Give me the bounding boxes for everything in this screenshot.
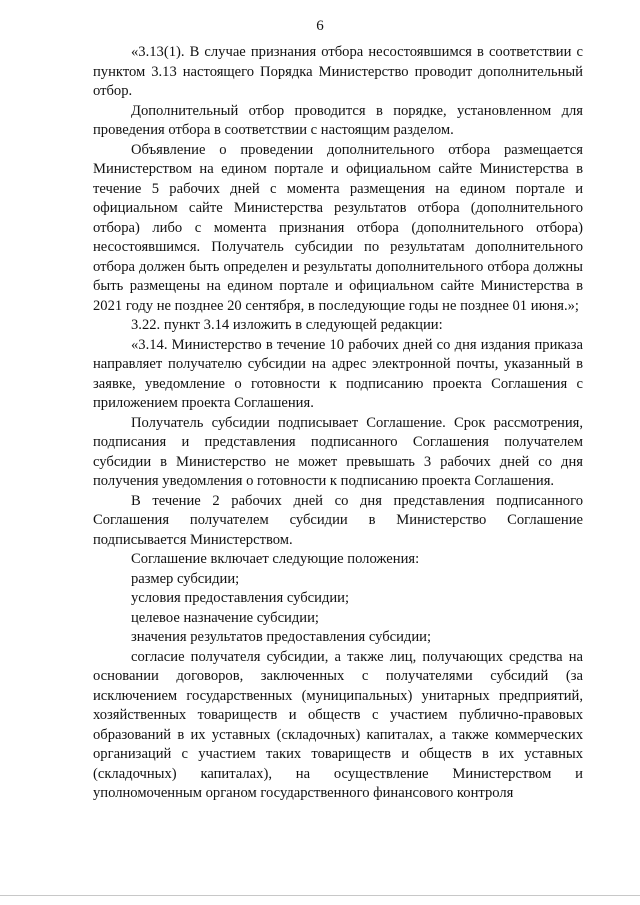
paragraph-3-13-1: «3.13(1). В случае признания отбора несостоявшимся в соответствии с пунктом 3.13 настоящего Порядка Министерство проводит дополнительный отбор.: [93, 44, 583, 99]
list-item-purpose: целевое назначение субсидии;: [131, 609, 319, 626]
document-body: [93, 43, 583, 804]
list-item-results: значения результатов предоставления субсидии;: [131, 629, 432, 645]
list-item-subsidy-amount: размер субсидии;: [131, 570, 240, 587]
page-edge-divider: [0, 895, 640, 896]
paragraph-announcement: Объявление о проведении дополнительного отбора размещается Министерством на едином портале и официальном сайте Министерства в течение 5 рабочих дней с момента размещения на едином портале и официальном сайте Министерства результатов отбора (дополнительного отбора) либо с момента признания отбора (дополнительного отбора) несостоявшимся. Получатель субсидии по результатам дополнительного отбора должен быть определен и результаты дополнительного отбора должны быть размещены на едином портале и официальном сайте Министерства в 2021 году не позднее 20 сентября, в последующие годы не позднее 01 июня.»;: [93, 141, 583, 314]
list-item-conditions: условия предоставления субсидии;: [131, 590, 350, 606]
paragraph-consent: согласие получателя субсидии, а также лиц, получающих средства на основании договоров, заключенных с получателями субсидий (за исключением государственных (муниципальных) унитарных предприятий, хозяйственных товариществ и обществ с участием публично-правовых образований в их уставных (складочных) капиталах, а также коммерческих организаций с участием таких товариществ и обществ в их уставных (складочных) капиталах), на осуществление Министерством и уполномоченным органом государственного финансового контроля: [93, 648, 583, 801]
page-number: 6: [316, 18, 324, 34]
paragraph-agreement-includes: Соглашение включает следующие положения:: [131, 551, 420, 567]
paragraph-3-22: 3.22. пункт 3.14 изложить в следующей редакции:: [131, 317, 443, 333]
paragraph-3-14: «3.14. Министерство в течение 10 рабочих дней со дня издания приказа направляет получателю субсидии на адрес электронной почты, указанный в заявке, уведомление о готовности к подписанию проекта Соглашения с приложением проекта Соглашения.: [93, 336, 583, 411]
paragraph-additional-selection: Дополнительный отбор проводится в порядке, установленном для проведения отбора в соответствии с настоящим разделом.: [93, 102, 583, 138]
paragraph-ministry-signs: В течение 2 рабочих дней со дня представления подписанного Соглашения получателем субсидии в Министерство Соглашение подписывается Министерством.: [93, 492, 583, 548]
paragraph-recipient-signs: Получатель субсидии подписывает Соглашение. Срок рассмотрения, подписания и представления подписанного Соглашения получателем субсидии в Министерство не может превышать 3 рабочих дней со дня получения уведомления о готовности к подписанию проекта Соглашения.: [93, 414, 583, 489]
